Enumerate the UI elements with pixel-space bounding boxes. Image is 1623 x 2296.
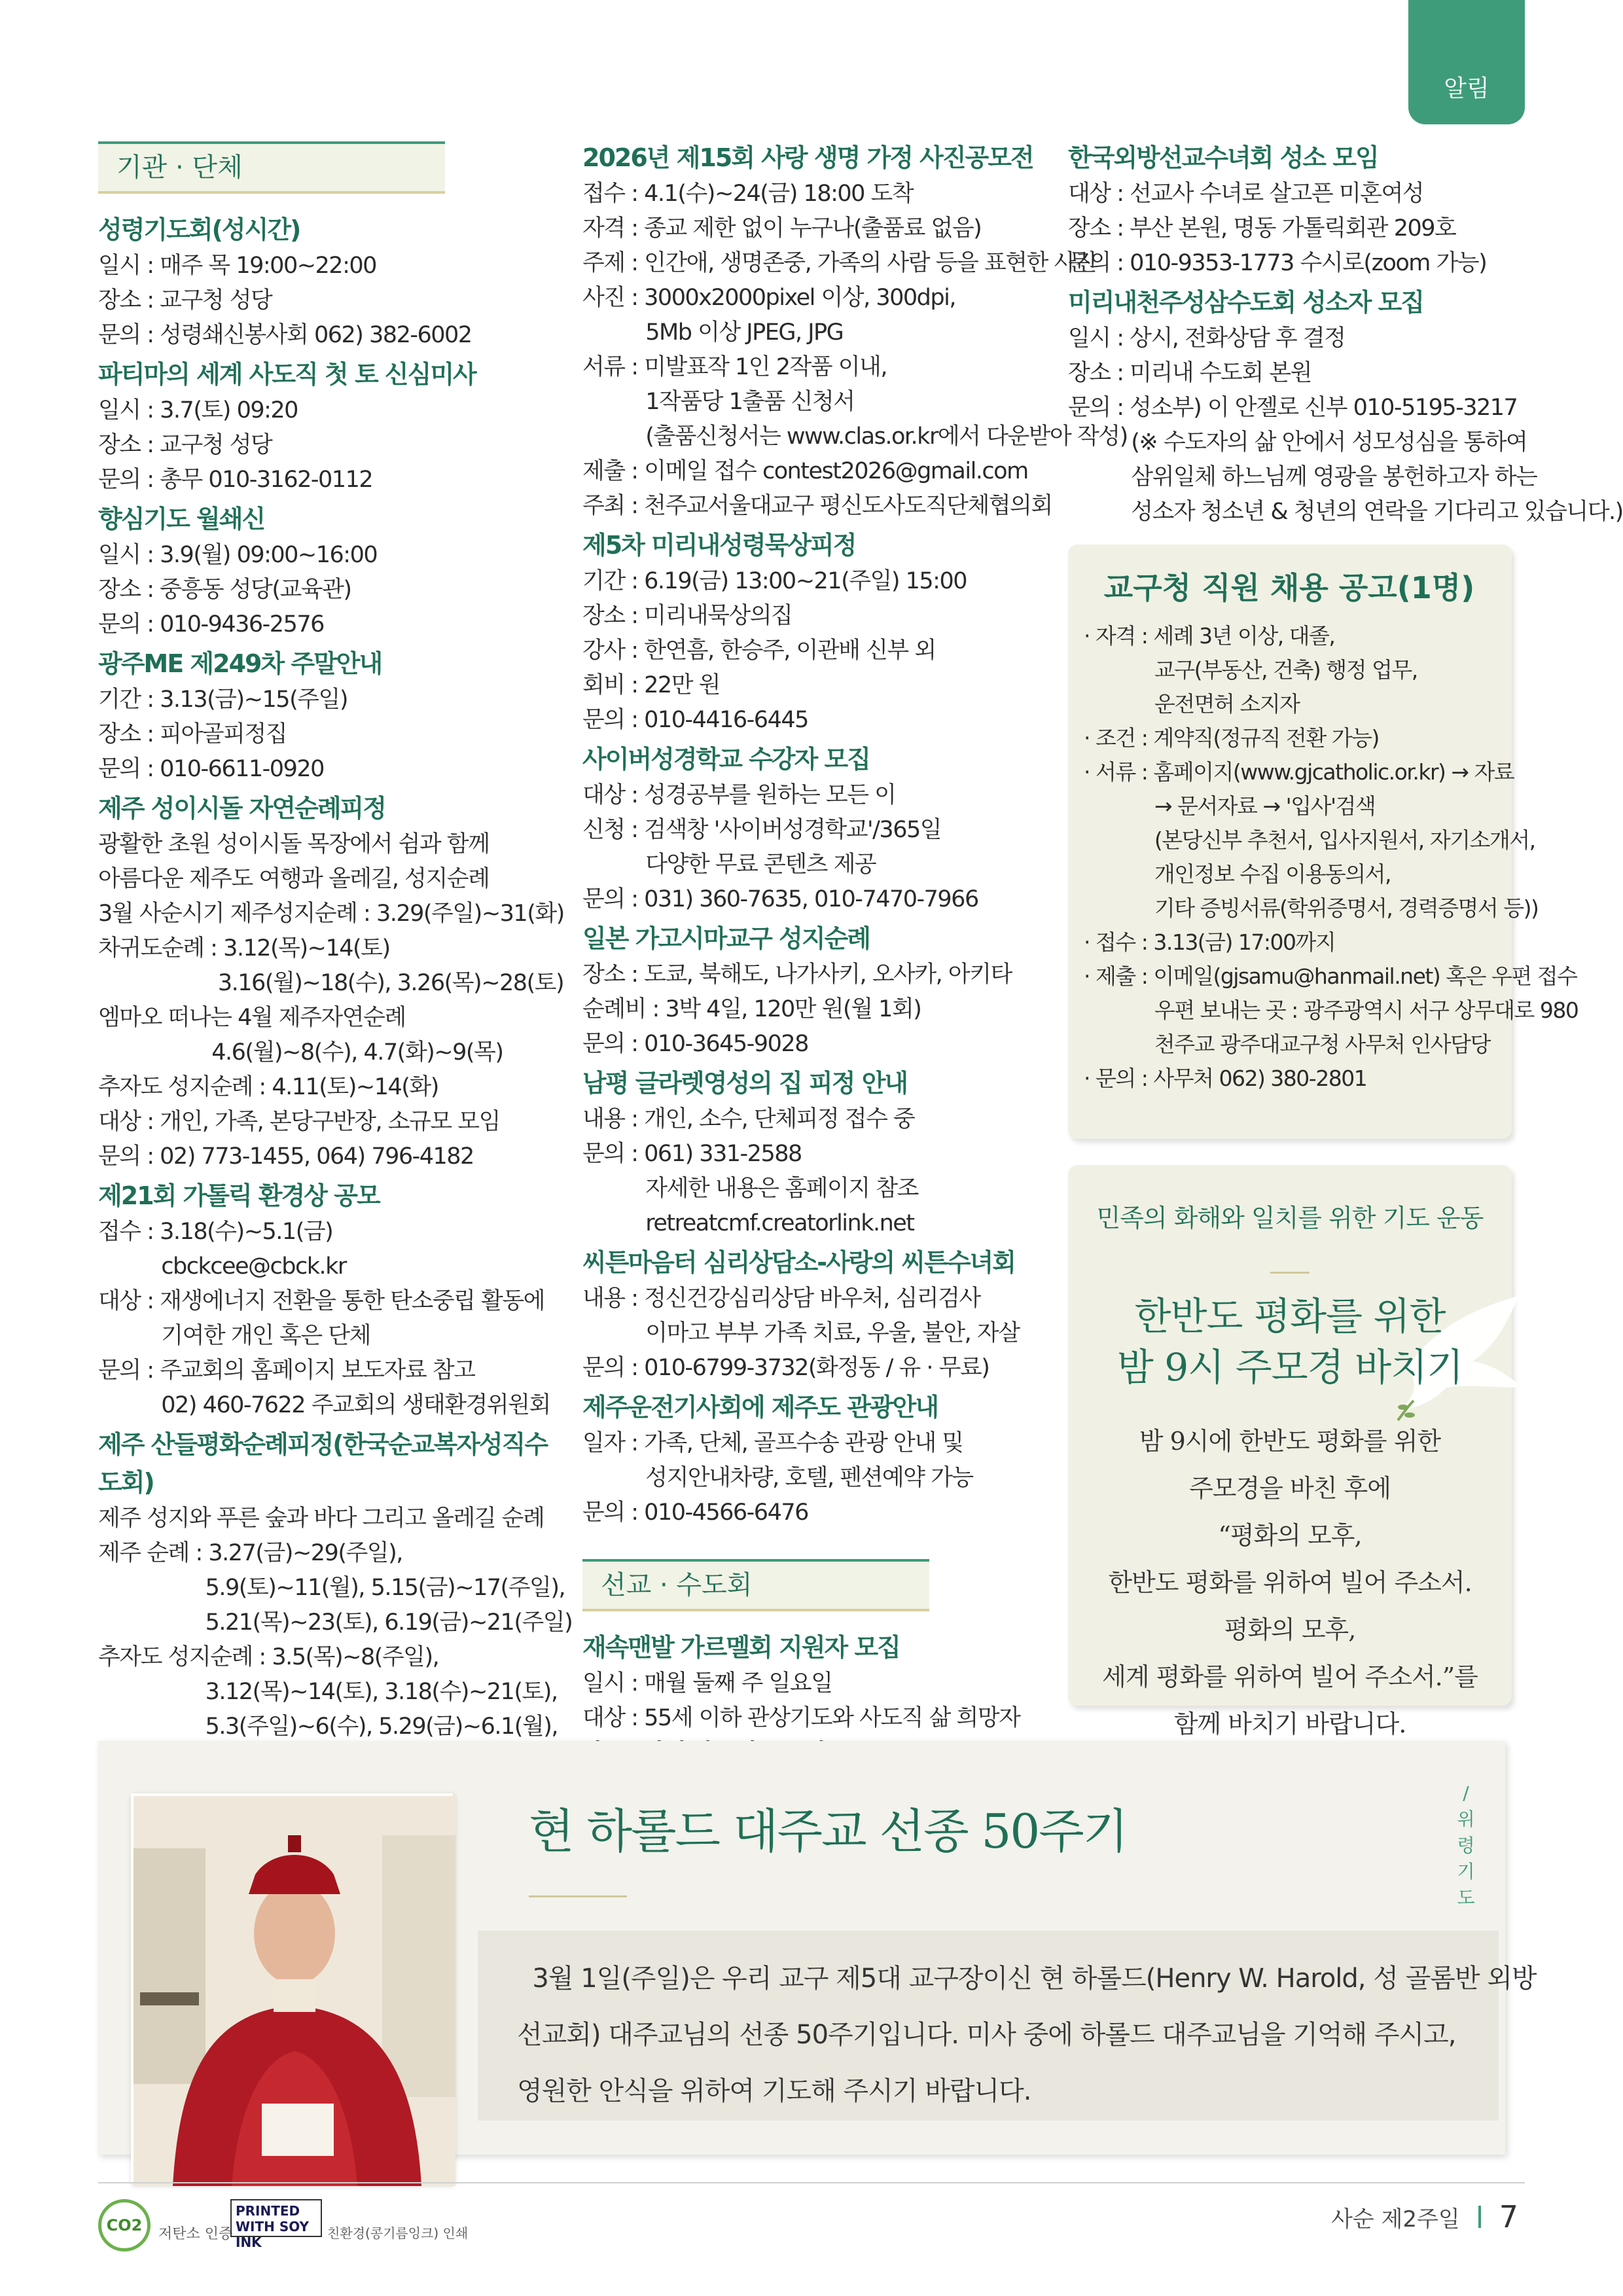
- notice-line: 기간 : 6.19(금) 13:00~21(주일) 15:00: [582, 568, 967, 594]
- prayer-campaign-label: 민족의 화해와 일치를 위한 기도 운동: [1096, 1204, 1484, 1232]
- prayer-line: 주모경을 바친 후에: [1189, 1474, 1391, 1503]
- column-vocations: [1068, 136, 1623, 529]
- hiring-line: 개인정보 수집 이용동의서,: [1084, 861, 1391, 887]
- soy-ink-logo: PRINTED WITH SOY INK: [230, 2199, 322, 2237]
- notice-line: 대상 : 성경공부를 원하는 모든 이: [582, 782, 896, 808]
- notice-line: 장소 : 교구청 성당: [98, 287, 272, 314]
- prayer-title-line: 밤 9시 주모경 바치기: [1116, 1345, 1463, 1390]
- notice-item: [582, 740, 1047, 917]
- hiring-line: 교구(부동산, 건축) 행정 업무,: [1084, 657, 1418, 683]
- notice-line: 접수 : 3.18(수)~5.1(금): [98, 1219, 333, 1245]
- notice-line: 3.16(월)~18(수), 3.26(목)~28(토): [98, 970, 564, 996]
- notice-line: 장소 : 중흥동 성당(교육관): [98, 577, 351, 603]
- hiring-title: 교구청 직원 채용 공고(1명): [1103, 570, 1475, 605]
- notice-item: [582, 526, 1047, 738]
- notice-line: 장소 : 도쿄, 북해도, 나가사키, 오사카, 아키타: [582, 961, 1012, 988]
- notice-line: 문의 : 02) 773-1455, 064) 796-4182: [98, 1143, 474, 1170]
- notice-line: 다양한 무료 콘텐츠 제공: [582, 852, 876, 878]
- hiring-notice-box: [1068, 545, 1578, 1139]
- notice-line: 이마고 부부 가족 치료, 우울, 불안, 자살: [582, 1320, 1020, 1346]
- prayer-body: [1068, 1418, 1512, 1748]
- footer-divider: [98, 2182, 1525, 2183]
- notice-line: 주최 : 천주교서울대교구 평신도사도직단체협의회: [582, 493, 1052, 519]
- notice-title: 사이버성경학교 수강자 모집: [582, 745, 870, 774]
- side-char: /: [1463, 1782, 1469, 1804]
- notice-title: 제주운전기사회에 제주도 관광안내: [582, 1393, 938, 1422]
- notice-list: [1068, 139, 1623, 529]
- notice-line: 일시 : 매주 목 19:00~22:00: [98, 253, 376, 279]
- side-char: 위: [1457, 1808, 1475, 1830]
- notice-line: 문의 : 010-9353-1773 수시로(zoom 가능): [1068, 250, 1487, 276]
- notice-title: 제21회 가톨릭 환경상 공모: [98, 1181, 380, 1210]
- prayer-line: 밤 9시에 한반도 평화를 위한: [1139, 1427, 1441, 1456]
- divider: [1270, 1272, 1310, 1274]
- side-char: 령: [1457, 1835, 1475, 1856]
- portrait-image: [134, 1796, 455, 2186]
- notice-line: 삼위일체 하느님께 영광을 봉헌하고자 하는: [1068, 464, 1537, 490]
- notice-line: 광활한 초원 성이시돌 목장에서 쉼과 함께: [98, 831, 490, 857]
- notice-line: 5Mb 이상 JPEG, JPG: [582, 319, 844, 346]
- notice-item: [98, 500, 556, 642]
- notice-line: 일시 : 매월 둘째 주 일요일: [582, 1670, 832, 1696]
- notice-line: 4.6(월)~8(수), 4.7(화)~9(목): [98, 1039, 503, 1066]
- notice-line: 02) 460-7622 주교회의 생태환경위원회: [98, 1392, 550, 1418]
- notice-line: 신청 : 검색창 '사이버성경학교'/365일: [582, 817, 942, 843]
- anniversary-text: [478, 1931, 1537, 2121]
- notice-title: 성령기도회(성시간): [98, 215, 300, 244]
- notice-title: 제5차 미리내성령묵상피정: [582, 531, 856, 560]
- notice-title: 2026년 제15회 사랑 생명 가정 사진공모전: [582, 143, 1033, 172]
- notice-title: 남평 글라렛영성의 집 피정 안내: [582, 1069, 908, 1098]
- notice-title: 한국외방선교수녀회 성소 모임: [1068, 143, 1378, 172]
- notice-line: 차귀도순례 : 3.12(목)~14(토): [98, 935, 390, 961]
- notice-line: 장소 : 부산 본원, 명동 가톨릭회관 209호: [1068, 215, 1456, 242]
- prayer-line: 평화의 모후,: [1224, 1615, 1356, 1644]
- notice-list: [98, 211, 573, 1814]
- notice-line: 장소 : 교구청 성당: [98, 432, 272, 458]
- side-char: 도: [1457, 1887, 1475, 1909]
- notice-line: 대상 : 재생에너지 전환을 통한 탄소중립 활동에: [98, 1288, 544, 1314]
- archbishop-portrait: [131, 1793, 453, 2183]
- notice-line: 접수 : 4.1(수)~24(금) 18:00 도착: [582, 181, 914, 207]
- notice-title: 씨튼마음터 심리상담소-사랑의 씨튼수녀회: [582, 1248, 1015, 1277]
- notice-line: 장소 : 미리내 수도회 본원: [1068, 360, 1311, 386]
- notice-line: 대상 : 개인, 가족, 본당구반장, 소규모 모임: [98, 1109, 500, 1135]
- notice-line: 내용 : 개인, 소수, 단체피정 접수 중: [582, 1106, 915, 1132]
- column-middle: [582, 136, 1128, 1770]
- notice-line: 제주 성지와 푸른 숲과 바다 그리고 올레길 순례: [98, 1505, 544, 1532]
- hiring-line: · 문의 : 사무처 062) 380-2801: [1084, 1066, 1367, 1091]
- notice-line: 기여한 개인 혹은 단체: [98, 1323, 370, 1349]
- notice-line: cbckcee@cbck.kr: [98, 1253, 346, 1280]
- hiring-line: · 자격 : 세례 3년 이상, 대졸,: [1084, 623, 1335, 649]
- notice-line: 아름다운 제주도 여행과 올레길, 성지순례: [98, 866, 490, 892]
- notice-title: 향심기도 월쇄신: [98, 505, 265, 533]
- notice-title: 파티마의 세계 사도직 첫 토 신심미사: [98, 360, 476, 389]
- notice-line: 문의 : 031) 360-7635, 010-7470-7966: [582, 886, 978, 912]
- notice-line: 순례비 : 3박 4일, 120만 원(월 1회): [582, 996, 921, 1022]
- notice-title: 미리내천주성삼수도회 성소자 모집: [1068, 288, 1424, 317]
- page-number: 7: [1499, 2199, 1518, 2234]
- notice-line: 대상 : 선교사 수녀로 살고픈 미혼여성: [1068, 181, 1424, 207]
- category-header: 선교 · 수도회: [582, 1559, 929, 1611]
- notice-line: 자세한 내용은 홈페이지 참조: [582, 1175, 918, 1202]
- hiring-line: · 조건 : 계약직(정규직 전환 가능): [1084, 725, 1379, 751]
- memorial-prayer-label: [1452, 1780, 1480, 1911]
- hiring-details: [1084, 619, 1578, 1096]
- notice-item: [582, 1388, 1047, 1530]
- category-header: 기관 · 단체: [98, 141, 445, 194]
- notice-line: 회비 : 22만 원: [582, 672, 720, 698]
- anniversary-line: 영원한 안식을 위하여 기도해 주시기 바랍니다.: [517, 2076, 1031, 2106]
- notice-item: [582, 920, 1047, 1062]
- notice-line: 일시 : 3.7(토) 09:20: [98, 397, 298, 423]
- notice-line: 문의 : 010-6611-0920: [98, 756, 324, 782]
- notice-line: 5.3(주일)~6(수), 5.29(금)~6.1(월),: [98, 1713, 558, 1740]
- prayer-line: “평화의 모후,: [1218, 1521, 1362, 1550]
- notice-line: 3.12(목)~14(토), 3.18(수)~21(토),: [98, 1679, 558, 1705]
- prayer-line: 한반도 평화를 위하여 빌어 주소서.: [1108, 1568, 1472, 1597]
- notice-line: 추자도 성지순례 : 4.11(토)~14(화): [98, 1074, 438, 1100]
- notice-line: 제주 순례 : 3.27(금)~29(주일),: [98, 1540, 402, 1566]
- notice-line: (출품신청서는 www.clas.or.kr에서 다운받아 작성): [582, 423, 1128, 450]
- notice-tab: [1408, 0, 1525, 124]
- issue-label: 사순 제2주일: [1331, 2206, 1460, 2233]
- notice-tab-label: 알림: [1444, 75, 1489, 102]
- notice-line: 성소자 청소년 & 청년의 연락을 기다리고 있습니다.): [1068, 499, 1623, 525]
- notice-title: 광주ME 제249차 주말안내: [98, 649, 382, 678]
- page-footer: [1331, 2199, 1518, 2234]
- column-organizations: [98, 141, 573, 1814]
- hiring-line: → 문서자료 → '입사'검색: [1084, 793, 1376, 819]
- prayer-campaign-box: [1068, 1165, 1512, 1738]
- anniversary-title: 현 하롤드 대주교 선종 50주기: [529, 1804, 1128, 1859]
- side-char: 기: [1457, 1861, 1475, 1882]
- prayer-title: [1068, 1291, 1512, 1393]
- notice-line: 3월 사순시기 제주성지순례 : 3.29(주일)~31(화): [98, 901, 564, 927]
- notice-item: [98, 211, 556, 353]
- notice-line: 주제 : 인간애, 생명존중, 가족의 사람 등을 표현한 사진: [582, 250, 1097, 276]
- notice-item: [582, 139, 1128, 524]
- hiring-line: 천주교 광주대교구청 사무처 인사담당: [1084, 1031, 1490, 1057]
- hiring-line: · 서류 : 홈페이지(www.gjcatholic.or.kr) → 자료: [1084, 759, 1514, 785]
- notice-title: 제주 성이시돌 자연순례피정: [98, 794, 385, 823]
- notice-line: 서류 : 미발표작 1인 2작품 이내,: [582, 354, 887, 380]
- notice-line: 제출 : 이메일 접수 contest2026@gmail.com: [582, 458, 1028, 484]
- notice-list: [582, 139, 1128, 1530]
- notice-line: 내용 : 정신건강심리상담 바우처, 심리검사: [582, 1285, 980, 1312]
- notice-line: 5.9(토)~11(월), 5.15(금)~17(주일),: [98, 1575, 565, 1601]
- notice-line: 문의 : 성소부) 이 안젤로 신부 010-5195-3217: [1068, 395, 1518, 421]
- notice-item: [98, 789, 564, 1174]
- notice-item: [98, 1177, 556, 1423]
- notice-line: 사진 : 3000x2000pixel 이상, 300dpi,: [582, 285, 955, 311]
- notice-line: 문의 : 010-3645-9028: [582, 1031, 808, 1057]
- anniversary-line: 3월 1일(주일)은 우리 교구 제5대 교구장이신 현 하롤드(Henry W. Harold, 성 골롬반 외방: [517, 1964, 1537, 1994]
- notice-line: 문의 : 010-4416-6445: [582, 707, 808, 733]
- prayer-line: 함께 바치기 바랍니다.: [1173, 1710, 1406, 1738]
- notice-item: [98, 355, 556, 497]
- notice-line: 문의 : 010-9436-2576: [98, 611, 324, 637]
- notice-line: 1작품당 1출품 신청서: [582, 389, 855, 415]
- notice-line: 문의 : 총무 010-3162-0112: [98, 467, 373, 493]
- notice-line: 장소 : 미리내묵상의집: [582, 603, 793, 629]
- notice-title: 재속맨발 가르멜회 지원자 모집: [582, 1633, 900, 1662]
- low-carbon-label: 저탄소 인증: [158, 2226, 233, 2242]
- notice-line: retreatcmf.creatorlink.net: [582, 1210, 914, 1236]
- notice-line: 장소 : 피아골피정집: [98, 721, 287, 747]
- notice-line: 문의 : 성령쇄신봉사회 062) 382-6002: [98, 322, 472, 348]
- prayer-line: 세계 평화를 위하여 빌어 주소서.”를: [1102, 1662, 1478, 1691]
- notice-line: 자격 : 종교 제한 없이 누구나(출품료 없음): [582, 215, 982, 242]
- notice-line: 일시 : 상시, 전화상담 후 결정: [1068, 325, 1346, 351]
- notice-item: [1068, 283, 1623, 529]
- notice-item: [582, 1064, 1047, 1241]
- notice-line: 일시 : 3.9(월) 09:00~16:00: [98, 542, 378, 568]
- hiring-line: 우편 보내는 곳 : 광주광역시 서구 상무대로 980: [1084, 997, 1578, 1023]
- prayer-title-line: 한반도 평화를 위한: [1134, 1294, 1446, 1338]
- notice-line: 문의 : 010-4566-6476: [582, 1499, 808, 1526]
- notice-line: 기간 : 3.13(금)~15(주일): [98, 687, 348, 713]
- notice-item: [582, 1244, 1047, 1386]
- notice-line: 5.21(목)~23(토), 6.19(금)~21(주일): [98, 1609, 573, 1636]
- notice-line: 대상 : 55세 이하 관상기도와 사도직 삶 희망자: [582, 1705, 1020, 1731]
- notice-line: 문의 : 061) 331-2588: [582, 1141, 802, 1167]
- notice-line: 일자 : 가족, 단체, 골프수송 관광 안내 및: [582, 1430, 963, 1456]
- divider: [529, 1895, 627, 1897]
- notice-line: 성지안내차량, 호텔, 펜션예약 가능: [582, 1465, 973, 1491]
- notice-item: [1068, 139, 1526, 281]
- notice-line: (※ 수도자의 삶 안에서 성모성심을 통하여: [1068, 429, 1527, 456]
- hiring-line: · 접수 : 3.13(금) 17:00까지: [1084, 929, 1336, 955]
- hiring-line: 기타 증빙서류(학위증명서, 경력증명서 등)): [1084, 895, 1539, 921]
- low-carbon-logo: CO2: [98, 2199, 151, 2251]
- hiring-line: 운전면허 소지자: [1084, 691, 1300, 717]
- notice-title: 일본 가고시마교구 성지순례: [582, 924, 870, 953]
- footer-separator: [1478, 2206, 1481, 2228]
- notice-line: 추자도 성지순례 : 3.5(목)~8(주일),: [98, 1644, 439, 1670]
- notice-line: 문의 : 010-6799-3732(화정동 / 유 · 무료): [582, 1355, 990, 1381]
- notice-line: 강사 : 한연흠, 한승주, 이관배 신부 외: [582, 637, 936, 664]
- notice-line: 엠마오 떠나는 4월 제주자연순례: [98, 1005, 406, 1031]
- soy-ink-label: 친환경(콩기름잉크) 인쇄: [327, 2225, 469, 2241]
- notice-title: 제주 산들평화순례피정(한국순교복자성직수도회): [98, 1430, 548, 1497]
- hiring-line: · 제출 : 이메일(gjsamu@hanmail.net) 혹은 우편 접수: [1084, 963, 1577, 989]
- hiring-line: (본당신부 추천서, 입사지원서, 자기소개서,: [1084, 827, 1535, 853]
- notice-item: [98, 645, 556, 787]
- anniversary-line: 선교회) 대주교님의 선종 50주기입니다. 미사 중에 하롤드 대주교님을 기억해 주시고,: [517, 2020, 1456, 2050]
- notice-line: 문의 : 주교회의 홈페이지 보도자료 참고: [98, 1357, 475, 1384]
